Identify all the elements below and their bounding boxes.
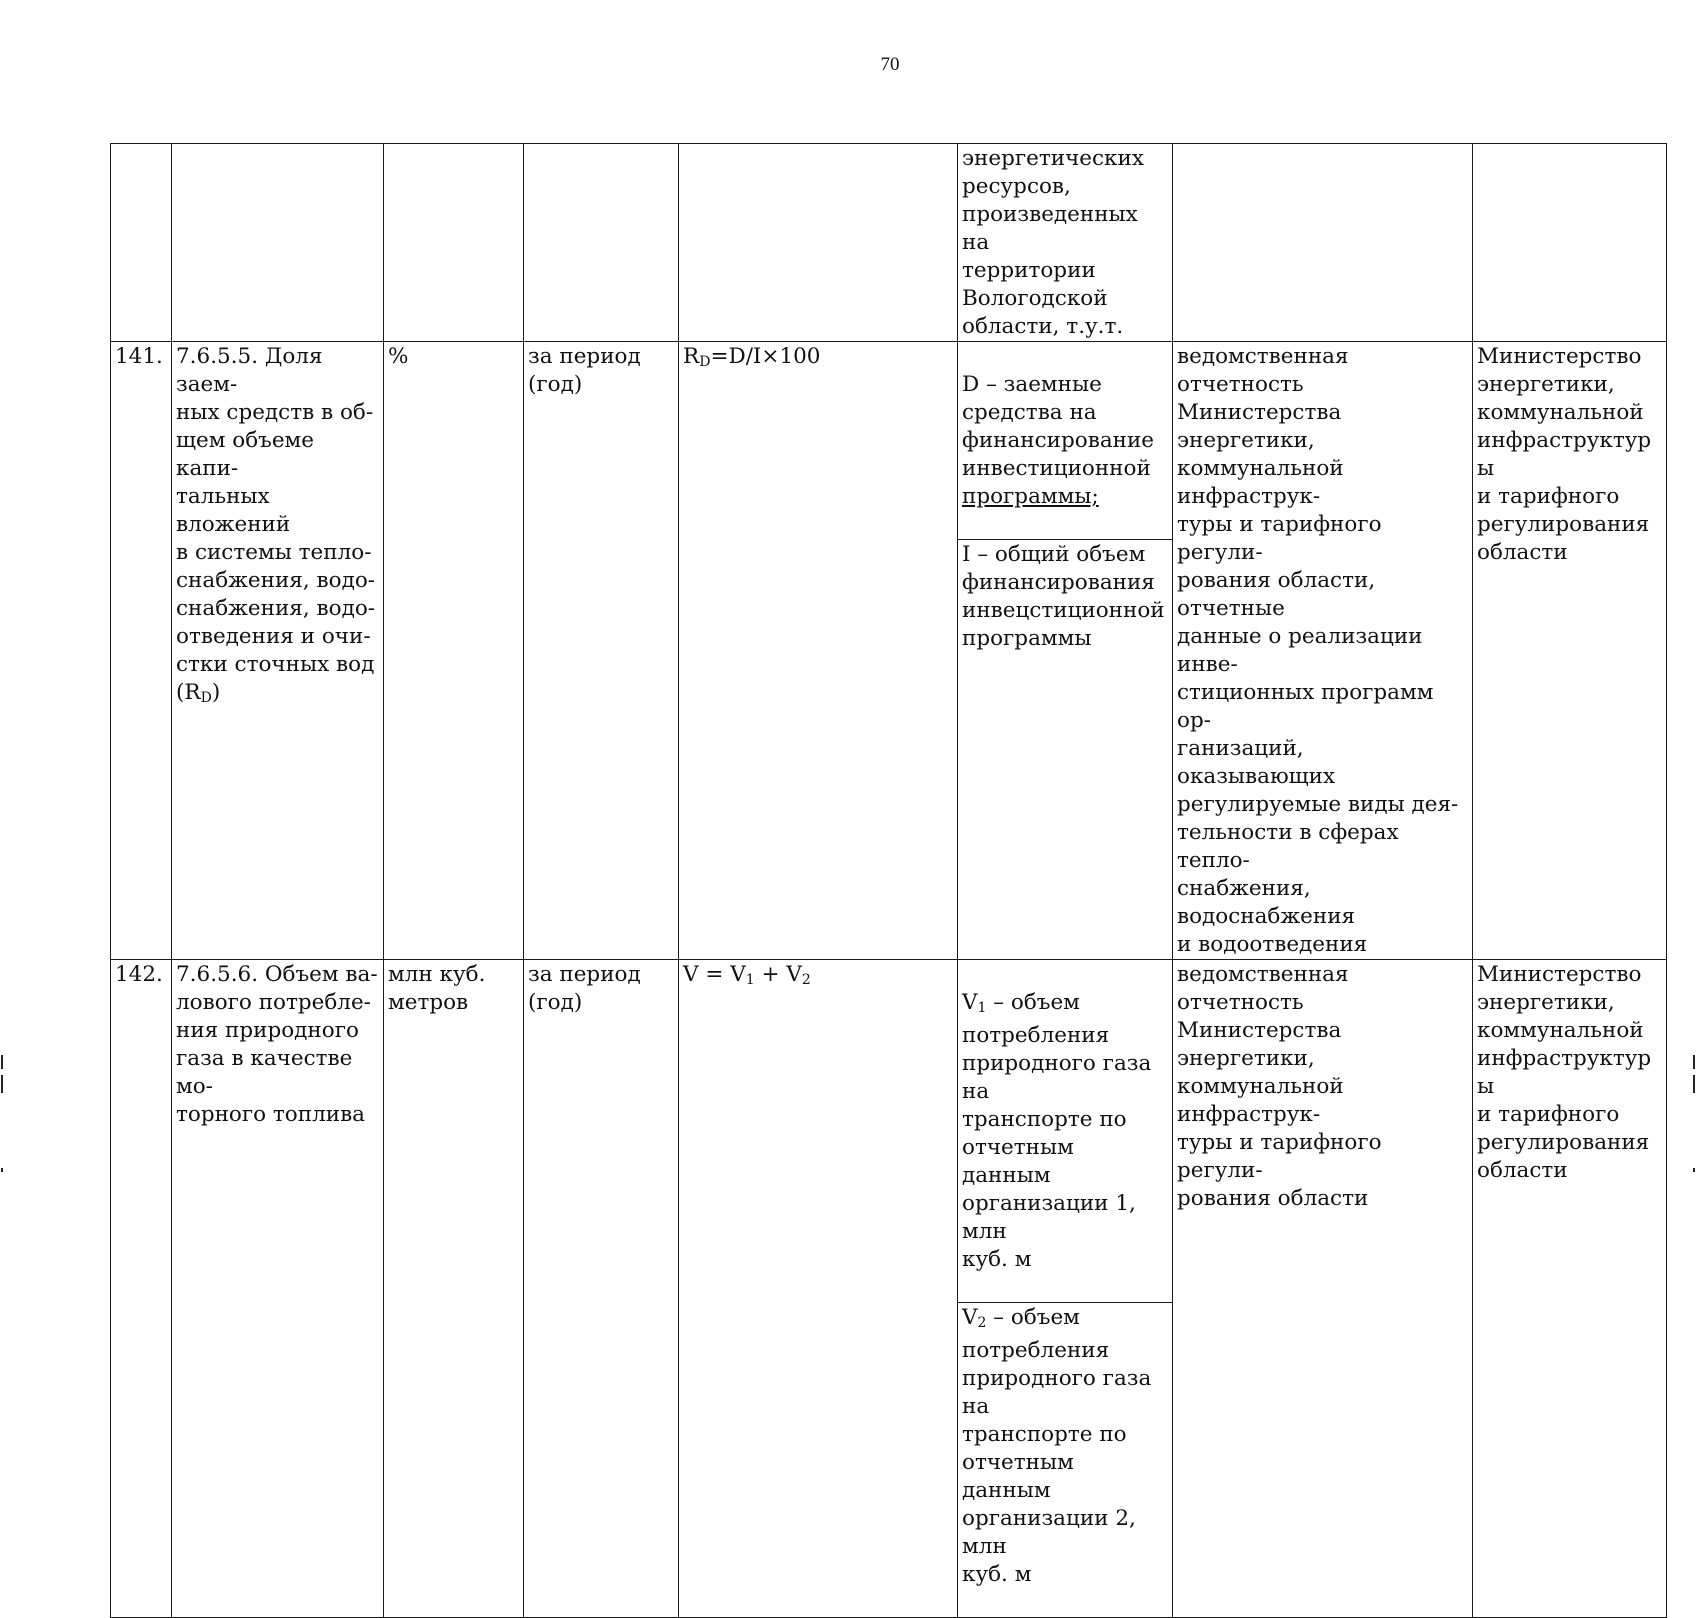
cell-num bbox=[111, 144, 172, 342]
formula-subscript: D bbox=[699, 354, 711, 370]
cell-indicator bbox=[172, 342, 384, 960]
variable-v1-subscript: 1 bbox=[977, 1000, 987, 1016]
cell-num: 142. bbox=[111, 960, 172, 1618]
variable-i: I – общий объем финансирования инвецстиционной программы bbox=[958, 539, 1172, 653]
page-number: 70 bbox=[880, 54, 900, 75]
variable-v2-text: – объем потребления природного газа на транспорте по отчетным данным организации 2, млн куб. м bbox=[962, 1305, 1152, 1587]
indicator-text: 7.6.5.5. Доля заем- ных средств в об- щем объеме капи- тальных вложений в системы тепло- снабжения, водо- снабжения, водо- отведения и очи- стки сточных вод (R bbox=[176, 344, 376, 705]
cell-formula bbox=[679, 342, 958, 960]
scan-mark-left-3 bbox=[1, 1168, 3, 1172]
cell-variables bbox=[958, 342, 1173, 960]
formula-tail: =D/I×100 bbox=[710, 344, 821, 369]
variable-d-text: D – заемные средства на финансирование инвестиционной bbox=[962, 372, 1155, 481]
table-row-142 bbox=[111, 960, 1667, 1618]
cell-periodicity: за период (год) bbox=[524, 960, 679, 1618]
variable-v2-subscript: 2 bbox=[977, 1315, 987, 1331]
cell-periodicity: за период (год) bbox=[524, 342, 679, 960]
table-row-141 bbox=[111, 342, 1667, 960]
cell-unit: % bbox=[384, 342, 524, 960]
cell-responsible bbox=[1473, 144, 1667, 342]
indicator-subscript: D bbox=[200, 690, 212, 706]
cell-periodicity bbox=[524, 144, 679, 342]
cell-responsible: Министерство энергетики, коммунальной инфраструктуры и тарифного регулирования области bbox=[1473, 960, 1667, 1618]
cell-indicator: 7.6.5.6. Объем ва- лового потребле- ния природного газа в качестве мо- торного топлива bbox=[172, 960, 384, 1618]
table-row-continuation bbox=[111, 144, 1667, 342]
formula-b-subscript: 2 bbox=[801, 972, 811, 988]
formula-main: R bbox=[683, 344, 700, 369]
scan-mark-right-2 bbox=[1693, 1075, 1695, 1093]
indicator-tail: ) bbox=[211, 680, 221, 705]
variable-v2 bbox=[958, 1302, 1172, 1589]
cell-source: ведомственная отчетность Министерства энергетики, коммунальной инфраструк- туры и тарифного регули- рования области, отчетные данные о реализации инве- стиционных программ ор- ганизаций, оказывающих регулируемые виды дея- тельности в сферах тепло- снабжения, водоснабжения и водоотведения bbox=[1173, 342, 1473, 960]
variable-d bbox=[958, 370, 1172, 511]
variable-v1-head: V bbox=[962, 990, 978, 1015]
cell-unit bbox=[384, 144, 524, 342]
cell-indicator bbox=[172, 144, 384, 342]
cell-num: 141. bbox=[111, 342, 172, 960]
formula-a-subscript: 1 bbox=[745, 972, 755, 988]
scan-mark-left-2 bbox=[1, 1075, 3, 1093]
cell-formula bbox=[679, 960, 958, 1618]
scan-mark-right-3 bbox=[1693, 1168, 1695, 1172]
formula-a: V = V bbox=[683, 962, 746, 987]
indicators-table bbox=[110, 143, 1667, 1618]
cell-source bbox=[1173, 144, 1473, 342]
cell-formula bbox=[679, 144, 958, 342]
cell-unit: млн куб. метров bbox=[384, 960, 524, 1618]
variable-d-underlined: программы; bbox=[962, 484, 1099, 509]
variable-v2-head: V bbox=[962, 1305, 978, 1330]
cell-variables: энергетических ресурсов, произведенных на территории Вологодской области, т.у.т. bbox=[958, 144, 1173, 342]
formula-b: + V bbox=[754, 962, 802, 987]
scan-mark-left-1 bbox=[1, 1055, 3, 1069]
cell-variables bbox=[958, 960, 1173, 1618]
scan-mark-right-1 bbox=[1693, 1055, 1695, 1069]
variable-v1-text: – объем потребления природного газа на транспорте по отчетным данным организации 1, млн куб. м bbox=[962, 990, 1152, 1272]
variable-v1 bbox=[958, 988, 1172, 1274]
cell-source: ведомственная отчетность Министерства энергетики, коммунальной инфраструк- туры и тарифного регули- рования области bbox=[1173, 960, 1473, 1618]
cell-responsible: Министерство энергетики, коммунальной инфраструктуры и тарифного регулирования области bbox=[1473, 342, 1667, 960]
